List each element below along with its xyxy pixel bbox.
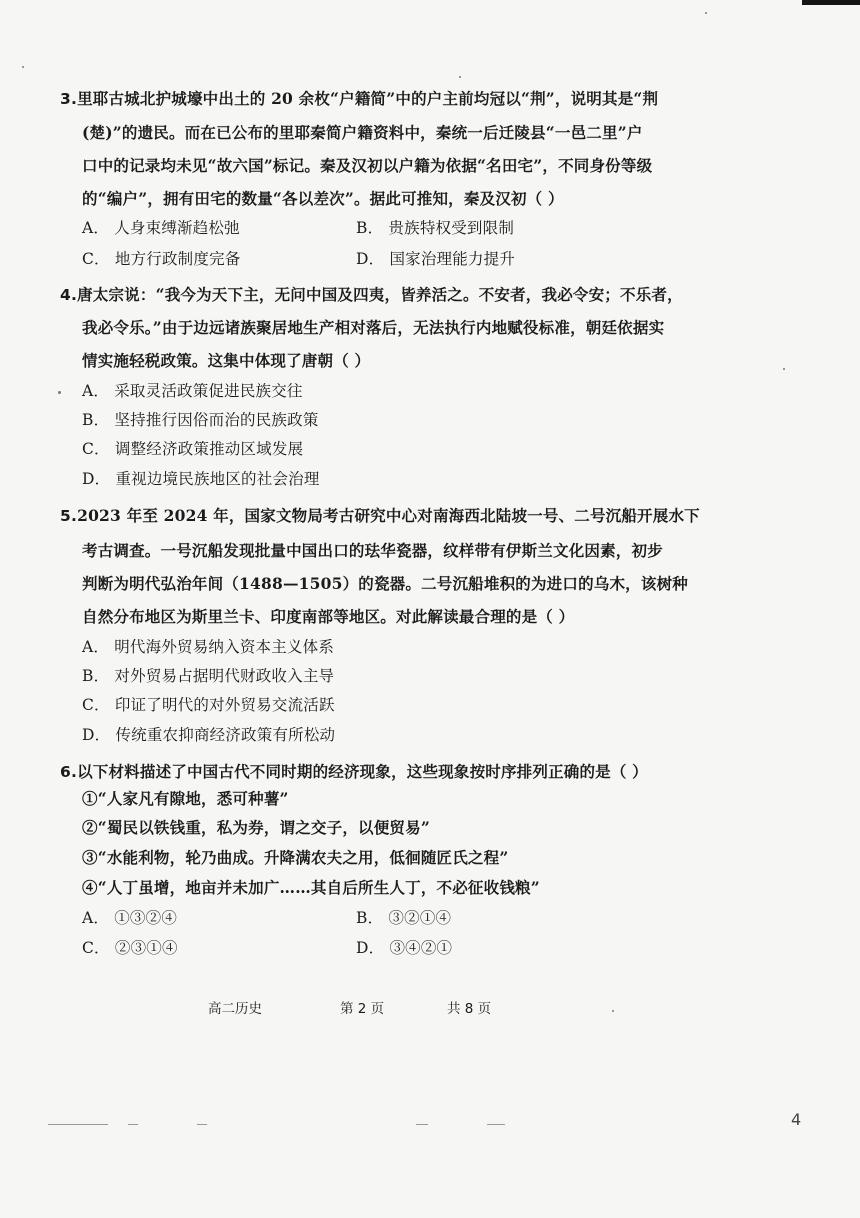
option-a: A． 采取灵活政策促进民族交往 — [82, 382, 303, 400]
scan-speck — [58, 391, 61, 394]
option-a: A． 明代海外贸易纳入资本主义体系 — [82, 638, 335, 656]
question-stem-line: 考古调查。一号沉船发现批量中国出口的珐华瓷器，纹样带有伊斯兰文化因素，初步 — [82, 541, 663, 560]
scan-dash — [487, 1124, 505, 1125]
option-d: D． 传统重农抑商经济政策有所松动 — [82, 726, 336, 744]
scan-speck — [459, 76, 461, 78]
scan-dash — [197, 1124, 207, 1125]
question-stem-line: 情实施轻税政策。这集中体现了唐朝（ ） — [82, 351, 371, 370]
scan-speck — [612, 1010, 614, 1012]
question-stem-line: 自然分布地区为斯里兰卡、印度南部等地区。对此解读最合理的是（ ） — [82, 607, 575, 626]
question-stem-line: 里耶古城北护城壕中出土的 20 余枚“户籍简”中的户主前均冠以“荆”，说明其是“荆 — [77, 89, 659, 108]
scan-speck — [22, 66, 24, 68]
question-stem-line: 唐太宗说：“我今为天下主，无问中国及四夷，皆养活之。不安者，我必令安；不乐者， — [77, 285, 683, 304]
scan-dash — [128, 1124, 138, 1125]
option-d: D． ③④②① — [356, 939, 453, 957]
scan-dash — [416, 1124, 428, 1125]
question-number: 6. — [60, 763, 78, 781]
option-c: C． ②③①④ — [82, 939, 178, 957]
option-b: B． 坚持推行因俗而治的民族政策 — [82, 411, 319, 429]
option-c: C． 印证了明代的对外贸易交流活跃 — [82, 696, 335, 714]
option-b: B． ③②①④ — [356, 909, 452, 927]
footer-total-pages: 共 8 页 — [447, 1001, 492, 1017]
option-c: C． 地方行政制度完备 — [82, 250, 241, 268]
material-1: ①“人家凡有隙地，悉可种薯” — [82, 789, 289, 808]
question-stem-line: 判断为明代弘治年间（1488—1505）的瓷器。二号沉船堆积的为进口的乌木，该树种 — [82, 574, 688, 593]
question-number: 4. — [60, 286, 78, 304]
material-4: ④“人丁虽增，地亩并未加广……其自后所生人丁，不必征收钱粮” — [82, 878, 540, 897]
question-number: 5. — [60, 507, 78, 525]
footer-page-number: 第 2 页 — [340, 1001, 385, 1017]
option-b: B． 贵族特权受到限制 — [356, 219, 515, 237]
option-c: C． 调整经济政策推动区域发展 — [82, 440, 304, 458]
scan-corner-mark — [802, 0, 860, 5]
material-3: ③“水能利物，轮乃曲成。升降满农夫之用，低徊随匠氏之程” — [82, 848, 509, 867]
footer-subject: 高二历史 — [208, 1001, 262, 1017]
question-number: 3. — [60, 90, 78, 108]
option-d: D． 国家治理能力提升 — [356, 250, 516, 268]
question-stem-line: 的“编户”，拥有田宅的数量“各以差次”。据此可推知，秦及汉初（ ） — [82, 189, 564, 208]
scan-speck — [705, 12, 707, 14]
question-stem-line: 我必令乐。”由于边远诸族聚居地生产相对落后，无法执行内地赋役标准，朝廷依据实 — [82, 318, 665, 337]
option-a: A． ①③②④ — [82, 909, 178, 927]
material-2: ②“蜀民以铁钱重，私为券，谓之交子，以便贸易” — [82, 818, 430, 837]
scan-dash — [48, 1124, 108, 1125]
question-stem-line: 2023 年至 2024 年，国家文物局考古研究中心对南海西北陆坡一号、二号沉船开展水下 — [77, 506, 700, 525]
question-stem-line: 口中的记录均未见“故六国”标记。秦及汉初以户籍为依据“名田宅”，不同身份等级 — [82, 156, 653, 175]
margin-mark: 4 — [791, 1110, 802, 1129]
question-stem-line: (楚)”的遗民。而在已公布的里耶秦简户籍资料中，秦统一后迁陵县“一邑二里”户 — [82, 123, 643, 142]
option-a: A． 人身束缚渐趋松弛 — [82, 219, 240, 237]
question-stem-line: 以下材料描述了中国古代不同时期的经济现象，这些现象按时序排列正确的是（ ） — [77, 762, 648, 781]
scan-speck — [783, 368, 785, 370]
option-b: B． 对外贸易占据明代财政收入主导 — [82, 667, 335, 685]
option-d: D． 重视边境民族地区的社会治理 — [82, 470, 320, 488]
